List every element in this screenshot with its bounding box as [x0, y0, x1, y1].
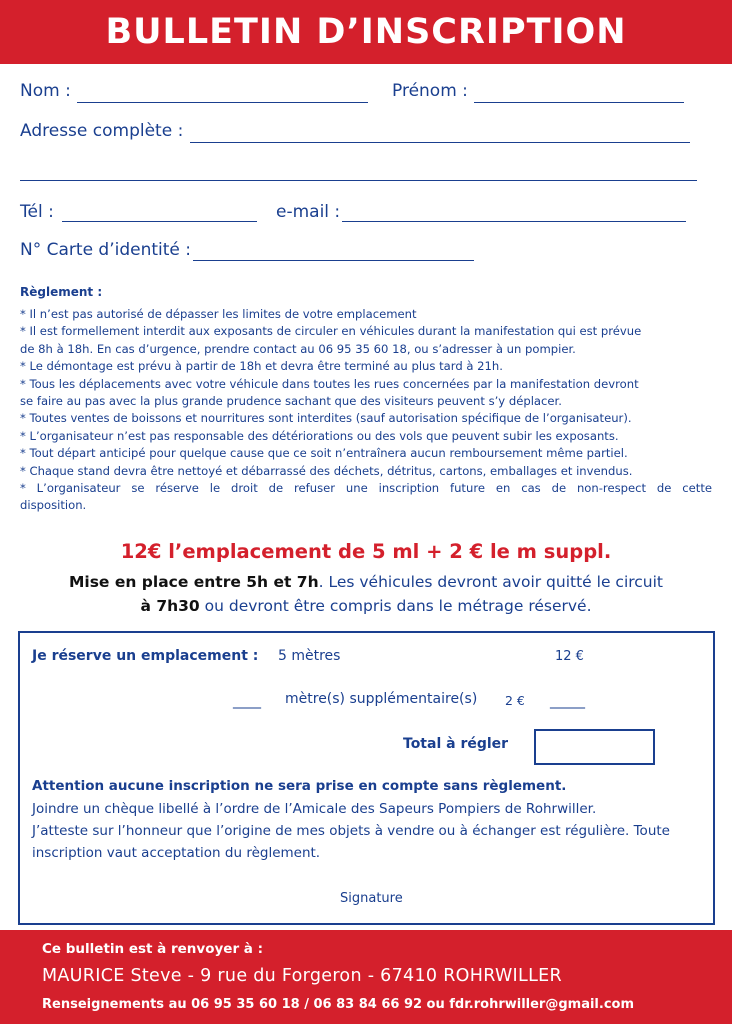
nom-field[interactable] — [77, 102, 368, 103]
rule-line: de 8h à 18h. En cas d’urgence, prendre contact au 06 95 35 60 18, ou s’adresser à un pompier. — [20, 341, 576, 356]
reservation-meters: 5 mètres — [278, 648, 341, 664]
rules-list — [20, 306, 712, 515]
carte-label: N° Carte d’identité : — [20, 240, 192, 260]
rule-line: * L’organisateur se réserve le droit de refuser une inscription future en cas de non-respect de cette — [20, 481, 712, 496]
setup-text-2: ou devront être compris dans le métrage réservé. — [199, 597, 592, 615]
carte-field[interactable] — [193, 260, 474, 261]
cheque-text: Joindre un chèque libellé à l’ordre de l’Amicale des Sapeurs Pompiers de Rohrwiller. — [32, 801, 597, 817]
footer-address: MAURICE Steve - 9 rue du Forgeron - 67410 ROHRWILLER — [42, 966, 562, 986]
extra-meters-price: 2 € — [505, 693, 525, 708]
extra-meters-blank[interactable]: ____ — [233, 693, 261, 709]
signature-label: Signature — [340, 891, 403, 906]
email-field[interactable] — [342, 221, 686, 222]
tel-label: Tél : — [20, 202, 54, 222]
setup-info — [0, 570, 732, 618]
setup-time: Mise en place entre 5h et 7h — [68, 573, 319, 591]
warning-text: Attention aucune inscription ne sera prise en compte sans règlement. — [32, 778, 567, 794]
setup-text: . Les véhicules devront avoir quitté le circuit — [318, 573, 664, 591]
attest-text-2: inscription vaut acceptation du règlement. — [32, 845, 321, 861]
page-title: BULLETIN D’INSCRIPTION — [0, 0, 732, 64]
price-headline: 12€ l’emplacement de 5 ml + 2 € le m suppl. — [120, 540, 612, 563]
adresse-field[interactable] — [190, 142, 690, 143]
rule-line: * Il n’est pas autorisé de dépasser les limites de votre emplacement — [20, 307, 417, 321]
rule-line: * Chaque stand devra être nettoyé et débarrassé des déchets, détritus, cartons, emballages et invendus. — [20, 463, 633, 478]
footer-contact: Renseignements au 06 95 35 60 18 / 06 83 84 66 92 ou fdr.rohrwiller@gmail.com — [42, 997, 635, 1012]
setup-deadline: à 7h30 — [140, 597, 200, 615]
rule-line: * Toutes ventes de boissons et nourritures sont interdites (sauf autorisation spécifique de l’organisateur). — [20, 411, 632, 426]
rule-line: * Il est formellement interdit aux exposants de circuler en véhicules durant la manifestation qui est prévue — [20, 324, 642, 339]
rule-line: se faire au pas avec la plus grande prudence sachant que des visiteurs peuvent s’y déplacer. — [20, 394, 562, 409]
rule-line: * Le démontage est prévu à partir de 18h et devra être terminé au plus tard à 21h. — [20, 359, 503, 374]
footer-send-to: Ce bulletin est à renvoyer à : — [42, 941, 264, 957]
adresse-field-line2[interactable] — [20, 180, 697, 181]
tel-field[interactable] — [62, 221, 257, 222]
extra-total-blank[interactable]: _____ — [550, 693, 585, 709]
reservation-box — [18, 631, 715, 925]
total-label: Total à régler — [403, 736, 509, 752]
extra-meters-label: mètre(s) supplémentaire(s) — [285, 691, 478, 707]
prenom-field[interactable] — [474, 102, 684, 103]
adresse-label: Adresse complète : — [20, 121, 184, 141]
prenom-label: Prénom : — [392, 81, 468, 101]
attest-text: J’atteste sur l’honneur que l’origine de mes objets à vendre ou à échanger est régulière. Toute — [32, 823, 670, 839]
total-input[interactable] — [534, 729, 655, 765]
reservation-price: 12 € — [555, 649, 584, 664]
rule-line: * Tout départ anticipé pour quelque cause que ce soit n’entraînera aucun remboursement même partiel. — [20, 446, 628, 461]
footer — [0, 930, 732, 1024]
rule-line: * L’organisateur n’est pas responsable des détériorations ou des vols que peuvent subir les exposants. — [20, 428, 619, 443]
nom-label: Nom : — [20, 81, 71, 101]
rule-line: * Tous les déplacements avec votre véhicule dans toutes les rues concernées par la manifestation devront — [20, 376, 639, 391]
rules-title: Règlement : — [20, 285, 103, 299]
rule-line: disposition. — [20, 498, 87, 513]
reservation-label: Je réserve un emplacement : — [32, 648, 259, 664]
email-label: e-mail : — [276, 202, 341, 222]
